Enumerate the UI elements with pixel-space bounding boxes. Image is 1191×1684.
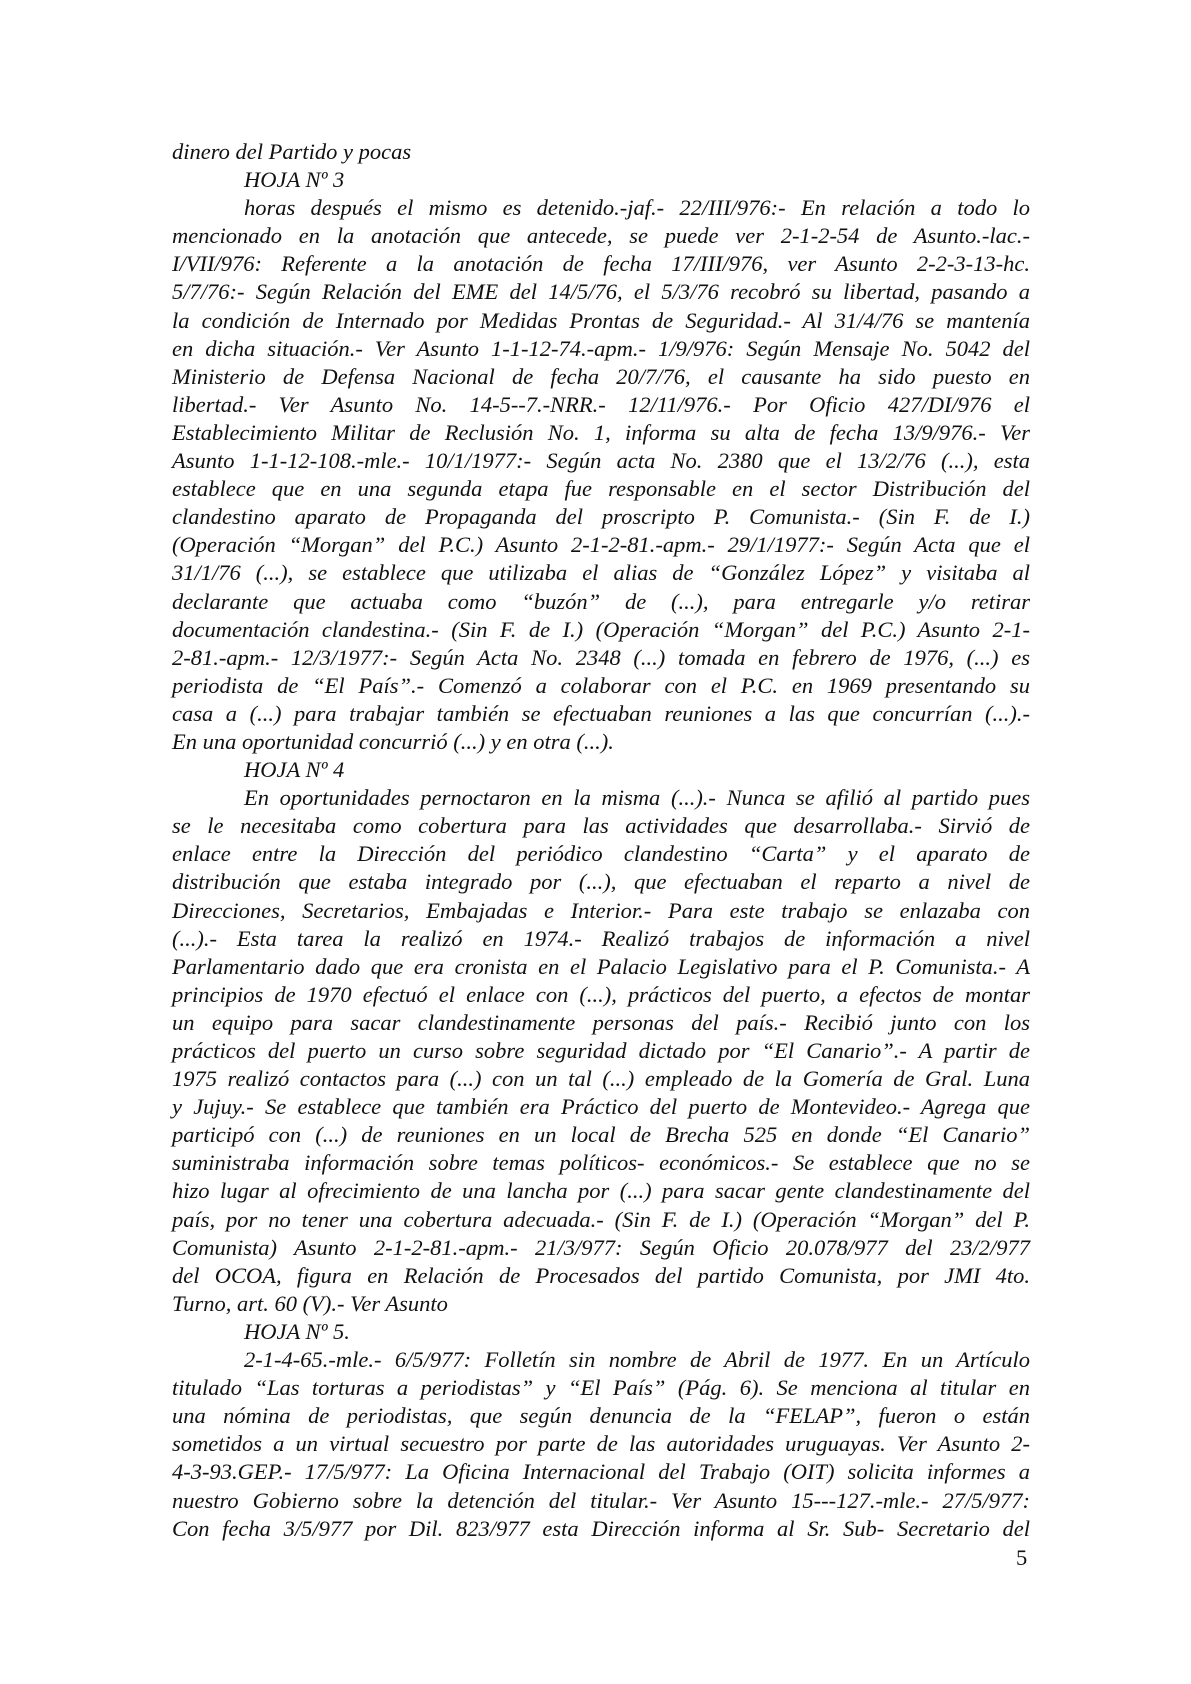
text-line: titulado “Las torturas a periodistas” y “El País” (Pág. 6). Se menciona al titular en [172, 1375, 1030, 1401]
text-line: suministraba información sobre temas políticos- económicos.- Se establece que no se [172, 1150, 1030, 1176]
document-body [172, 138, 1030, 1543]
text-line: 31/1/76 (...), se establece que utilizaba el alias de “González López” y visitaba al [172, 560, 1030, 586]
text-line: se le necesitaba como cobertura para las actividades que desarrollaba.- Sirvió de [172, 813, 1030, 839]
text-line: sometidos a un virtual secuestro por parte de las autoridades uruguayas. Ver Asunto 2- [172, 1431, 1030, 1457]
text-line: prácticos del puerto un curso sobre seguridad dictado por “El Canario”.- A partir de [172, 1038, 1030, 1063]
text-line: Comunista) Asunto 2-1-2-81.-apm.- 21/3/977: Según Oficio 20.078/977 del 23/2/977 [172, 1234, 1030, 1260]
text-line: (...).- Esta tarea la realizó en 1974.- Realizó trabajos de información a nivel [172, 925, 1030, 951]
text-line: libertad.- Ver Asunto No. 14-5--7.-NRR.- 12/11/976.- Por Oficio 427/DI/976 el [172, 391, 1030, 417]
text-line: clandestino aparato de Propaganda del proscripto P. Comunista.- (Sin F. de I.) [172, 504, 1030, 530]
text-line: En una oportunidad concurrió (...) y en otra (...). [172, 728, 614, 754]
text-line: principios de 1970 efectuó el enlace con (...), prácticos del puerto, a efectos de montar [172, 981, 1030, 1007]
text-line: 4-3-93.GEP.- 17/5/977: La Oficina Internacional del Trabajo (OIT) solicita informes a [172, 1459, 1030, 1485]
text-line: 2-1-4-65.-mle.- 6/5/977: Folletín sin nombre de Abril de 1977. En un Artículo [244, 1347, 1030, 1373]
text-line: 2-81.-apm.- 12/3/1977:- Según Acta No. 2348 (...) tomada en febrero de 1976, (...) es [172, 644, 1030, 670]
text-line: Con fecha 3/5/977 por Dil. 823/977 esta Dirección informa al Sr. Sub- Secretario del [172, 1515, 1030, 1541]
text-line: nuestro Gobierno sobre la detención del titular.- Ver Asunto 15---127.-mle.- 27/5/977: [172, 1487, 1030, 1513]
text-line: periodista de “El País”.- Comenzó a colaborar con el P.C. en 1969 presentando su [172, 672, 1030, 698]
page-number: 5 [1016, 1545, 1028, 1570]
text-line: la condición de Internado por Medidas Prontas de Seguridad.- Al 31/4/76 se mantenía [172, 307, 1030, 333]
text-line: horas después el mismo es detenido.-jaf.- 22/III/976:- En relación a todo lo [244, 195, 1030, 221]
text-line: Turno, art. 60 (V).- Ver Asunto [172, 1290, 448, 1316]
sheet-heading: HOJA Nº 4 [244, 757, 345, 783]
text-line: participó con (...) de reuniones en un local de Brecha 525 en donde “El Canario” [172, 1122, 1030, 1148]
text-line: casa a (...) para trabajar también se efectuaban reuniones a las que concurrían (...).- [172, 700, 1030, 726]
text-line: (Operación “Morgan” del P.C.) Asunto 2-1-2-81.-apm.- 29/1/1977:- Según Acta que el [172, 532, 1030, 558]
text-line: en dicha situación.- Ver Asunto 1-1-12-74.-apm.- 1/9/976: Según Mensaje No. 5042 del [172, 335, 1030, 361]
sheet-heading: HOJA Nº 3 [244, 167, 345, 193]
text-line: país, por no tener una cobertura adecuada.- (Sin F. de I.) (Operación “Morgan” del P. [172, 1206, 1030, 1232]
text-line: enlace entre la Dirección del periódico clandestino “Carta” y el aparato de [172, 841, 1030, 867]
text-line: y Jujuy.- Se establece que también era Práctico del puerto de Montevideo.- Agrega que [172, 1094, 1030, 1120]
text-line: En oportunidades pernoctaron en la misma (...).- Nunca se afilió al partido pues [244, 785, 1030, 811]
text-line: Ministerio de Defensa Nacional de fecha 20/7/76, el causante ha sido puesto en [172, 363, 1030, 389]
text-line: establece que en una segunda etapa fue responsable en el sector Distribución del [172, 476, 1030, 502]
text-line: Direcciones, Secretarios, Embajadas e Interior.- Para este trabajo se enlazaba con [172, 897, 1030, 923]
text-line: distribución que estaba integrado por (...), que efectuaban el reparto a nivel de [172, 869, 1030, 895]
text-line: documentación clandestina.- (Sin F. de I.) (Operación “Morgan” del P.C.) Asunto 2-1- [172, 616, 1030, 642]
text-line: Parlamentario dado que era cronista en el Palacio Legislativo para el P. Comunista.- A [172, 953, 1030, 979]
text-line: declarante que actuaba como “buzón” de (...), para entregarle y/o retirar [172, 588, 1030, 614]
text-line: un equipo para sacar clandestinamente personas del país.- Recibió junto con los [172, 1009, 1030, 1035]
text-line: I/VII/976: Referente a la anotación de fecha 17/III/976, ver Asunto 2-2-3-13-hc. [172, 251, 1030, 277]
text-line: mencionado en la anotación que antecede, se puede ver 2-1-2-54 de Asunto.-lac.- [172, 223, 1030, 249]
text-line: 1975 realizó contactos para (...) con un tal (...) empleado de la Gomería de Gral. Luna [172, 1066, 1030, 1092]
text-line: 5/7/76:- Según Relación del EME del 14/5/76, el 5/3/76 recobró su libertad, pasando a [172, 279, 1030, 305]
text-line: del OCOA, figura en Relación de Procesados del partido Comunista, por JMI 4to. [172, 1262, 1030, 1288]
text-line: Asunto 1-1-12-108.-mle.- 10/1/1977:- Según acta No. 2380 que el 13/2/76 (...), esta [172, 448, 1030, 474]
text-line: dinero del Partido y pocas [172, 139, 412, 164]
text-line: Establecimiento Militar de Reclusión No. 1, informa su alta de fecha 13/9/976.- Ver [172, 419, 1030, 445]
text-line: una nómina de periodistas, que según denuncia de la “FELAP”, fueron o están [172, 1403, 1030, 1429]
text-line: hizo lugar al ofrecimiento de una lancha por (...) para sacar gente clandestinamente del [172, 1178, 1030, 1204]
sheet-heading: HOJA Nº 5. [244, 1318, 350, 1344]
